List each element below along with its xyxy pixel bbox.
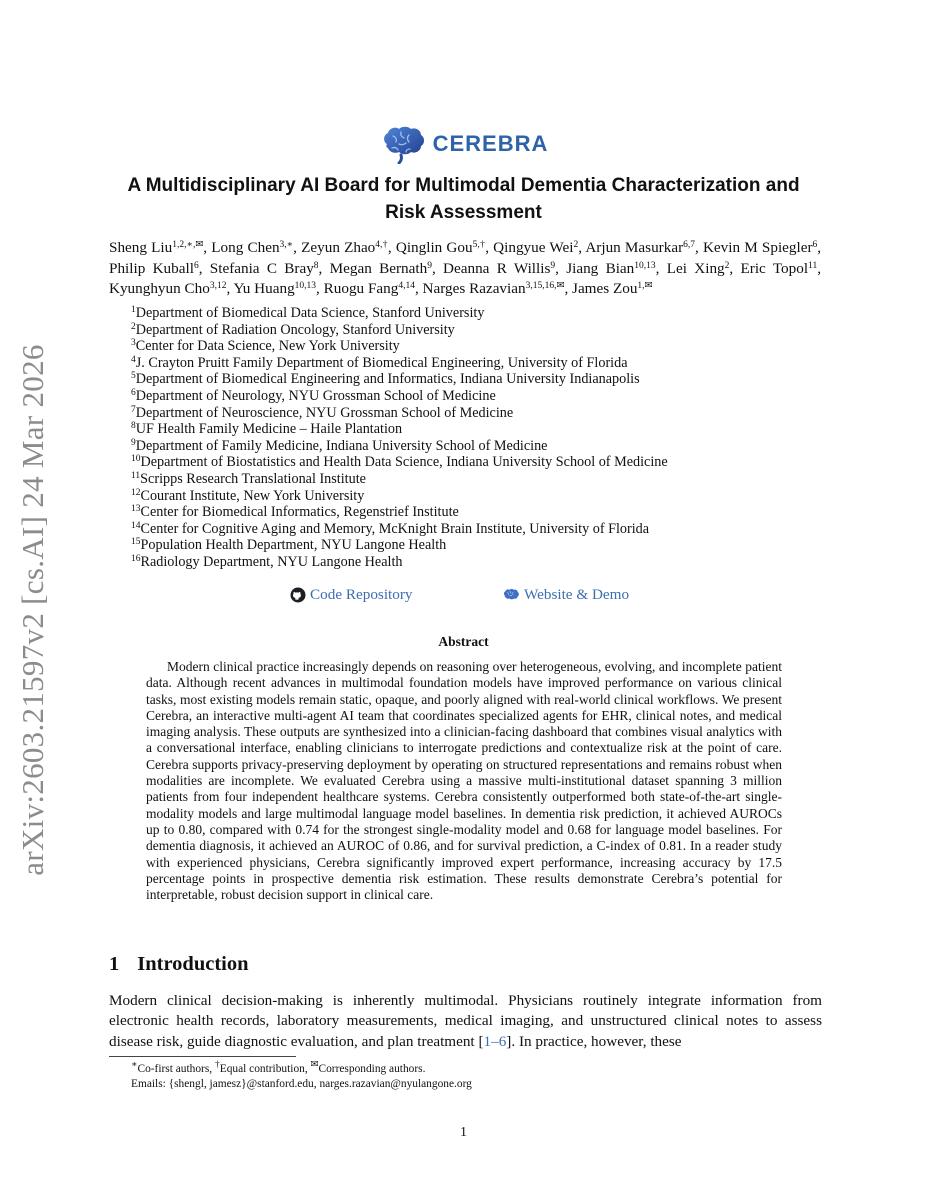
co-first-mark: ∗ [131, 1060, 138, 1070]
author [703, 239, 821, 256]
affiliation-item [131, 355, 668, 372]
affiliation-number: 7 [131, 404, 136, 415]
author-affiliation-marks: 8 [313, 260, 319, 271]
emails-footnote: Emails: {shengl, jamesz}@stanford.edu, narges.razavian@nyulangone.org [131, 1077, 472, 1090]
affiliation-item [131, 454, 668, 471]
author [741, 260, 822, 277]
affiliation-text: Department of Neuroscience, NYU Grossman School of Medicine [135, 404, 514, 421]
author-affiliation-marks: 2 [573, 240, 579, 250]
affiliation-number: 2 [131, 321, 136, 332]
intro-text: Modern clinical decision-making is inherently multimodal. Physicians routinely integrate information from electronic health records, laboratory measurements, medical imaging, and unstructured clinical notes to assess disease risk, guide diagnostic evaluation, and plan treatment [ [109, 992, 822, 1050]
affiliation-item [131, 504, 668, 521]
brain-icon [502, 588, 520, 603]
affiliation-item [131, 305, 668, 322]
author-affiliation-marks: 6,7 [683, 240, 695, 250]
author-affiliation-marks: 11 [808, 260, 818, 271]
section-heading [109, 953, 249, 976]
author-separator: , [387, 239, 396, 256]
affiliation-number: 8 [131, 421, 136, 432]
affiliation-item [131, 388, 668, 405]
affiliation-item [131, 438, 668, 455]
affiliation-text: Center for Biomedical Informatics, Regenstrief Institute [140, 504, 459, 521]
author [493, 239, 585, 256]
affiliation-item [131, 471, 668, 488]
author-notes-footnote [131, 1059, 472, 1077]
envelope-icon: ✉ [310, 1059, 319, 1070]
author-name: Long Chen [211, 239, 280, 256]
author-separator: , [318, 259, 330, 277]
arxiv-identifier [12, 340, 54, 880]
affiliation-text: Department of Biostatistics and Health Data Science, Indiana University School of Medicine [140, 454, 668, 471]
author-separator: , [555, 259, 567, 277]
equal-contribution-mark: † [214, 1060, 220, 1070]
author-list [109, 238, 821, 300]
logo-text: CEREBRA [432, 131, 549, 156]
brain-icon [379, 124, 427, 164]
author [109, 239, 211, 256]
affiliation-number: 4 [131, 354, 136, 365]
citation-link[interactable]: 1–6 [483, 1032, 507, 1050]
paper-title [0, 172, 927, 226]
title-line: A Multidisciplinary AI Board for Multimodal Dementia Characterization and [127, 175, 800, 196]
author-separator: , [485, 239, 494, 256]
co-first-note: Co-first authors, [137, 1063, 215, 1075]
affiliation-item [131, 488, 668, 505]
affiliation-text: Department of Biomedical Engineering and Informatics, Indiana University Indianapolis [135, 371, 640, 388]
affiliation-number: 14 [131, 520, 141, 531]
author-separator: , [564, 280, 573, 297]
author-name: Kyunghyun Cho [109, 280, 210, 297]
author-affiliation-marks: 9 [427, 260, 432, 271]
author-name: Lei Xing [666, 259, 725, 277]
cerebra-logo [0, 118, 927, 170]
code-repository-label: Code Repository [310, 586, 413, 603]
affiliation-text: Center for Data Science, New York University [135, 338, 400, 355]
affiliation-number: 6 [131, 387, 136, 398]
author-affiliation-marks: 9 [550, 260, 556, 271]
author-affiliation-marks: 3,12 [209, 281, 227, 291]
envelope-icon: ✉ [644, 280, 653, 291]
author-affiliation-marks: 4,† [375, 240, 388, 250]
author-affiliation-marks: 5,† [472, 240, 486, 250]
resource-links [0, 586, 927, 606]
code-repository-link[interactable] [290, 586, 413, 604]
author-separator: , [414, 280, 423, 297]
affiliation-text: J. Crayton Pruitt Family Department of Biomedical Engineering, University of Florida [135, 354, 628, 371]
affiliation-item [131, 322, 668, 339]
author [330, 260, 443, 277]
abstract-heading: Abstract [438, 634, 489, 649]
author-separator: , [316, 280, 324, 297]
author [396, 239, 493, 256]
introduction-paragraph [109, 991, 822, 1052]
affiliation-number: 3 [131, 338, 136, 349]
author-affiliation-marks: 2 [724, 260, 730, 271]
abstract-text: Modern clinical practice increasingly depends on reasoning over heterogeneous, evolving, and incomplete patient data. Although recent advances in multimodal foundation models have improved performance on various clinical tasks, most existing models remain static, opaque, and poorly aligned with real-world clinical workflows. We present Cerebra, an interactive multi-agent AI team that coordinates specialized agents for EHR, clinical notes, and medical imaging analysis. These outputs are synthesized into a clinician-facing dashboard that combines visual analytics with a conversational interface, enabling clinicians to interrogate predictions and contextualize risk at the point of care. Cerebra supports privacy-preserving deployment by operating on structured representations and remains robust when modalities are incomplete. We evaluated Cerebra using a massive multi-institutional dataset spanning 3 million patients from four independent healthcare systems. Cerebra consistently outperformed both state-of-the-art single-modality models and large multimodal language model baselines. In dementia risk prediction, it achieved AUROCs up to 0.80, compared with 0.74 for the strongest single-modality model and 0.68 for language model baselines. For dementia diagnosis, it achieved an AUROC of 0.86, and for survival prediction, a C-index of 0.81. In a reader study with experienced physicians, Cerebra significantly improved expert performance, increasing accuracy by 17.5 percentage points in prospective dementia risk estimation. These results demonstrate Cerebra’s potential for interpretable, robust decision support in clinical care. [146, 659, 782, 903]
author-name: Qinglin Gou [395, 239, 473, 256]
affiliation-list [131, 305, 668, 571]
affiliation-number: 11 [131, 470, 141, 481]
affiliation-number: 5 [131, 371, 136, 382]
section-number: 1 [109, 953, 120, 975]
affiliation-item [131, 537, 668, 554]
author-separator: , [695, 239, 703, 256]
affiliation-item [131, 421, 668, 438]
author-name: Arjun Masurkar [585, 239, 684, 256]
envelope-icon: ✉ [556, 280, 565, 291]
affiliation-number: 16 [131, 553, 141, 564]
author-separator: , [203, 239, 212, 256]
author [566, 260, 667, 277]
affiliation-text: Courant Institute, New York University [140, 487, 365, 504]
author [667, 260, 741, 277]
affiliation-number: 12 [131, 487, 141, 498]
author-affiliation-marks: 1, [637, 281, 645, 291]
affiliation-item [131, 554, 668, 571]
author-separator: , [578, 239, 586, 256]
author [443, 260, 566, 277]
page-number: 1 [460, 1125, 467, 1140]
author [572, 280, 652, 297]
author-separator: , [655, 259, 667, 277]
affiliation-text: Radiology Department, NYU Langone Health [140, 553, 403, 570]
author [109, 280, 234, 297]
author-name: Philip Kuball [109, 259, 194, 277]
affiliation-number: 15 [131, 537, 141, 548]
author-name: Stefania C Bray [209, 259, 314, 277]
author-name: Sheng Liu [109, 239, 173, 256]
author-affiliation-marks: 10,13 [634, 260, 656, 271]
affiliation-item [131, 521, 668, 538]
author-affiliation-marks: 1,2,∗, [172, 240, 196, 250]
affiliation-item [131, 405, 668, 422]
author-name: Deanna R Willis [443, 259, 551, 277]
intro-text-continued: ]. In practice, however, these [506, 1032, 682, 1050]
affiliation-text: Population Health Department, NYU Langone Health [140, 537, 447, 554]
affiliation-text: UF Health Family Medicine – Haile Plantation [135, 421, 403, 438]
author-affiliation-marks: 6 [812, 240, 818, 250]
author-name: Eric Topol [740, 259, 809, 277]
author [301, 239, 396, 256]
affiliation-text: Department of Radiation Oncology, Stanford University [135, 321, 455, 338]
author-separator: , [729, 259, 741, 277]
affiliation-item [131, 338, 668, 355]
website-demo-label: Website & Demo [524, 586, 630, 603]
author-affiliation-marks: 3,∗ [279, 240, 294, 250]
title-line: Risk Assessment [385, 202, 542, 223]
affiliation-text: Scripps Research Translational Institute [140, 470, 366, 487]
author-name: Narges Razavian [422, 280, 526, 297]
author-affiliation-marks: 10,13 [294, 281, 317, 291]
author-separator: , [293, 239, 302, 256]
affiliation-number: 9 [131, 437, 136, 448]
author-separator: , [226, 280, 234, 297]
author-name: Qingyue Wei [493, 239, 574, 256]
envelope-icon: ✉ [195, 239, 204, 250]
affiliation-text: Department of Biomedical Data Science, Stanford University [135, 305, 485, 321]
author-separator: , [817, 239, 822, 256]
author-name: Jiang Bian [566, 259, 635, 277]
author [109, 260, 210, 277]
author-name: Zeyun Zhao [301, 239, 376, 256]
author-affiliation-marks: 6 [193, 260, 199, 271]
arxiv-id-text: arXiv:2603.21597v2 [cs.AI] 24 Mar 2026 [15, 344, 50, 876]
author-name: Kevin M Spiegler [702, 239, 813, 256]
corresponding-note: Corresponding authors. [318, 1063, 426, 1075]
affiliation-text: Department of Family Medicine, Indiana University School of Medicine [135, 437, 548, 454]
author [324, 280, 423, 297]
affiliation-text: Department of Neurology, NYU Grossman School of Medicine [135, 387, 496, 404]
equal-contribution-note: Equal contribution, [219, 1063, 311, 1075]
affiliation-number: 13 [131, 504, 141, 515]
author-affiliation-marks: 4,14 [398, 281, 415, 291]
author-name: James Zou [572, 280, 638, 297]
footnote-rule [109, 1056, 296, 1057]
author [211, 239, 301, 256]
affiliation-number: 10 [131, 454, 141, 465]
affiliation-number: 1 [131, 305, 136, 315]
section-title: Introduction [137, 953, 249, 975]
author [234, 280, 324, 297]
author-affiliation-marks: 3,15,16, [525, 281, 557, 291]
author-separator: , [817, 259, 821, 277]
github-icon [290, 587, 306, 603]
affiliation-item [131, 371, 668, 388]
author [585, 239, 703, 256]
website-demo-link[interactable] [502, 586, 629, 604]
affiliation-text: Center for Cognitive Aging and Memory, McKnight Brain Institute, University of Florida [140, 520, 650, 537]
author-separator: , [431, 259, 444, 277]
author-name: Megan Bernath [329, 259, 428, 277]
author [423, 280, 572, 297]
author-separator: , [198, 259, 210, 277]
author-name: Yu Huang [233, 280, 295, 297]
author-name: Ruogu Fang [323, 280, 399, 297]
author [210, 260, 330, 277]
footnotes [131, 1059, 472, 1091]
